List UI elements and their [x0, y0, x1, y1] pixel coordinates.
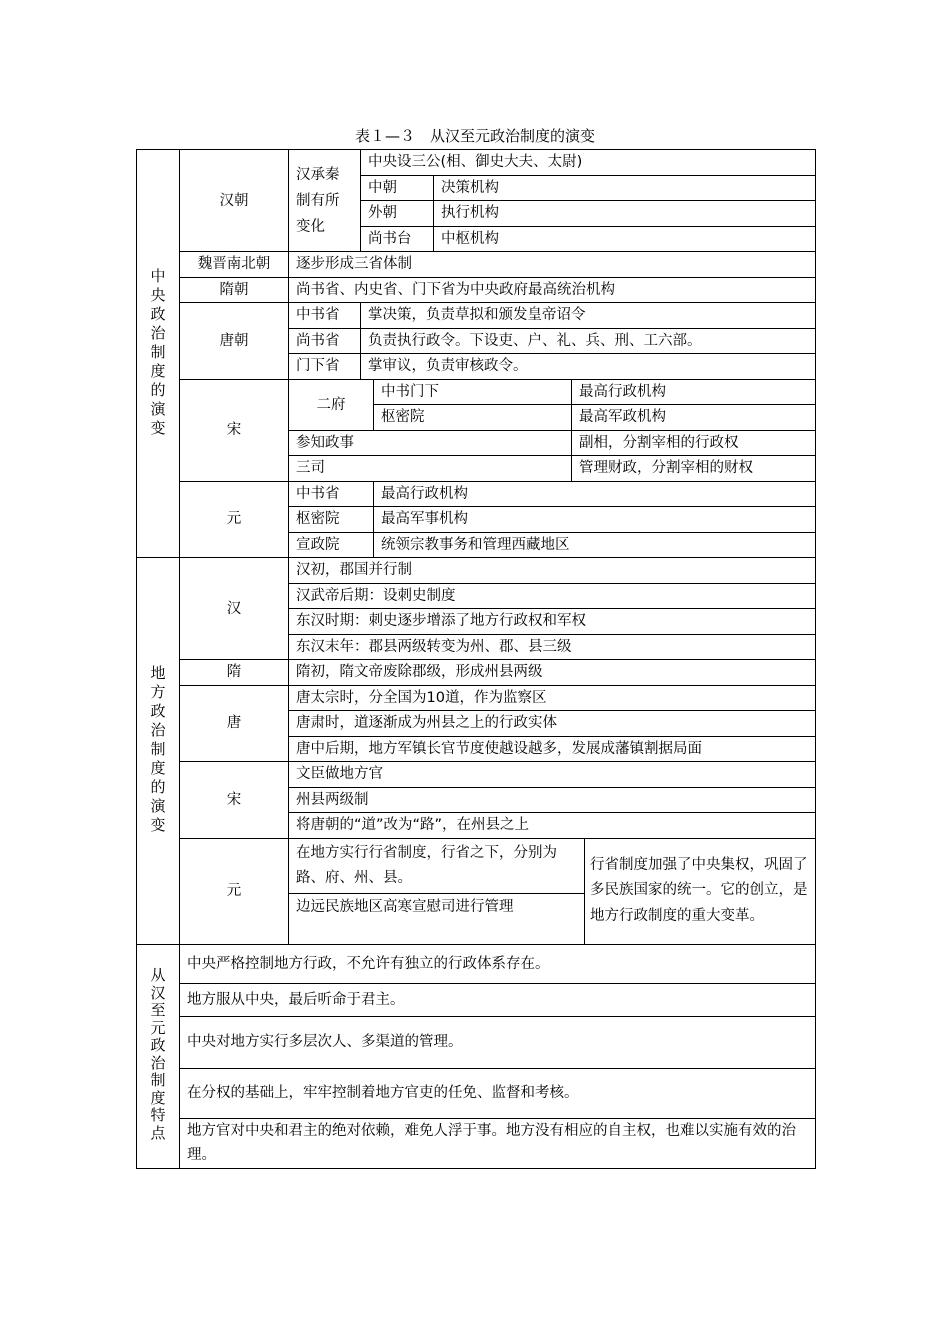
central-song-erfu: 二府: [289, 379, 374, 430]
central-han-dynasty: 汉朝: [180, 150, 289, 252]
central-yuan-dynasty: 元: [180, 481, 289, 558]
central-song-dynasty: 宋: [180, 379, 289, 481]
feature-item: 中央严格控制地方行政，不允许有独立的行政体系存在。: [180, 944, 816, 983]
central-wei-dynasty: 魏晋南北朝: [180, 252, 289, 278]
central-yuan-row-desc: 最高军事机构: [374, 507, 816, 533]
features-heading: 从汉至元政治制度特点: [150, 966, 166, 1142]
central-han-row-name: 尚书台: [361, 226, 434, 252]
feature-item: 中央对地方实行多层次人、多渠道的管理。: [180, 1016, 816, 1068]
local-song-item: 文臣做地方官: [289, 762, 816, 788]
feature-item: 地方官对中央和君主的绝对依赖，难免人浮于事。地方没有相应的自主权，也难以实施有效的治理。: [180, 1118, 816, 1168]
central-yuan-row-name: 中书省: [289, 481, 374, 507]
local-han-item: 汉初，郡国并行制: [289, 558, 816, 584]
local-sui-desc: 隋初，隋文帝废除郡级，形成州县两级: [289, 660, 816, 686]
central-yuan-row-name: 宣政院: [289, 532, 374, 558]
central-han-sangong: 中央设三公(相、御史大夫、太尉): [361, 150, 816, 176]
local-heading-cell: [137, 558, 180, 945]
local-yuan-item: 在地方实行行省制度，行省之下，分别为路、府、州、县。: [289, 838, 585, 893]
central-heading-cell: [137, 150, 180, 558]
central-han-summary: 汉承秦制有所变化: [289, 150, 361, 252]
local-tang-item: 唐肃时，道逐渐成为州县之上的行政实体: [289, 711, 816, 737]
local-yuan-item: 边远民族地区高寒宣慰司进行管理: [289, 893, 585, 944]
local-tang-item: 唐太宗时，分全国为10道，作为监察区: [289, 685, 816, 711]
feature-item: 在分权的基础上，牢牢控制着地方官吏的任免、监督和考核。: [180, 1068, 816, 1118]
central-tang-row-desc: 掌决策，负责草拟和颁发皇帝诏令: [361, 303, 816, 329]
local-song-item: 州县两级制: [289, 787, 816, 813]
features-heading-cell: [137, 944, 180, 1168]
local-tang-item: 唐中后期，地方军镇长官节度使越设越多，发展成藩镇割据局面: [289, 736, 816, 762]
central-han-row-desc: 中枢机构: [434, 226, 816, 252]
local-yuan-dynasty: 元: [180, 838, 289, 944]
central-sui-dynasty: 隋朝: [180, 277, 289, 303]
local-han-dynasty: 汉: [180, 558, 289, 660]
local-song-dynasty: 宋: [180, 762, 289, 839]
central-song-row-name: 三司: [289, 456, 572, 482]
table-title: 表１—３ 从汉至元政治制度的演变: [354, 127, 595, 145]
central-tang-row-desc: 负责执行政令。下设吏、户、礼、兵、刑、工六部。: [361, 328, 816, 354]
central-song-row-desc: 副相，分割宰相的行政权: [572, 430, 816, 456]
central-tang-row-name: 尚书省: [289, 328, 361, 354]
central-tang-row-name: 中书省: [289, 303, 361, 329]
central-tang-row-desc: 掌审议，负责审核政令。: [361, 354, 816, 380]
central-han-row-name: 中朝: [361, 175, 434, 201]
local-tang-dynasty: 唐: [180, 685, 289, 762]
central-tang-dynasty: 唐朝: [180, 303, 289, 380]
central-song-erfu-desc: 最高行政机构: [572, 379, 816, 405]
local-yuan-note: 行省制度加强了中央集权，巩固了多民族国家的统一。它的创立，是地方行政制度的重大变革。: [585, 838, 816, 944]
central-han-row-desc: 决策机构: [434, 175, 816, 201]
central-song-row-name: 参知政事: [289, 430, 572, 456]
central-yuan-row-desc: 统领宗教事务和管理西藏地区: [374, 532, 816, 558]
local-han-item: 东汉时期：刺史逐步增添了地方行政权和军权: [289, 609, 816, 635]
central-han-row-desc: 执行机构: [434, 201, 816, 227]
central-heading: 中央政治制度的演变: [150, 267, 166, 437]
local-song-item: 将唐朝的“道”改为“路”，在州县之上: [289, 813, 816, 839]
local-sui-dynasty: 隋: [180, 660, 289, 686]
feature-item: 地方服从中央，最后听命于君主。: [180, 983, 816, 1016]
central-sui-desc: 尚书省、内史省、门下省为中央政府最高统治机构: [289, 277, 816, 303]
central-yuan-row-desc: 最高行政机构: [374, 481, 816, 507]
local-han-item: 汉武帝后期：设刺史制度: [289, 583, 816, 609]
central-wei-desc: 逐步形成三省体制: [289, 252, 816, 278]
central-song-erfu-name: 中书门下: [374, 379, 572, 405]
central-song-erfu-name: 枢密院: [374, 405, 572, 431]
central-tang-row-name: 门下省: [289, 354, 361, 380]
central-song-erfu-desc: 最高军政机构: [572, 405, 816, 431]
central-song-row-desc: 管理财政，分割宰相的财权: [572, 456, 816, 482]
local-heading: 地方政治制度的演变: [150, 664, 166, 835]
central-yuan-row-name: 枢密院: [289, 507, 374, 533]
local-han-item: 东汉末年：郡县两级转变为州、郡、县三级: [289, 634, 816, 660]
politics-table: [136, 149, 816, 1169]
central-han-row-name: 外朝: [361, 201, 434, 227]
